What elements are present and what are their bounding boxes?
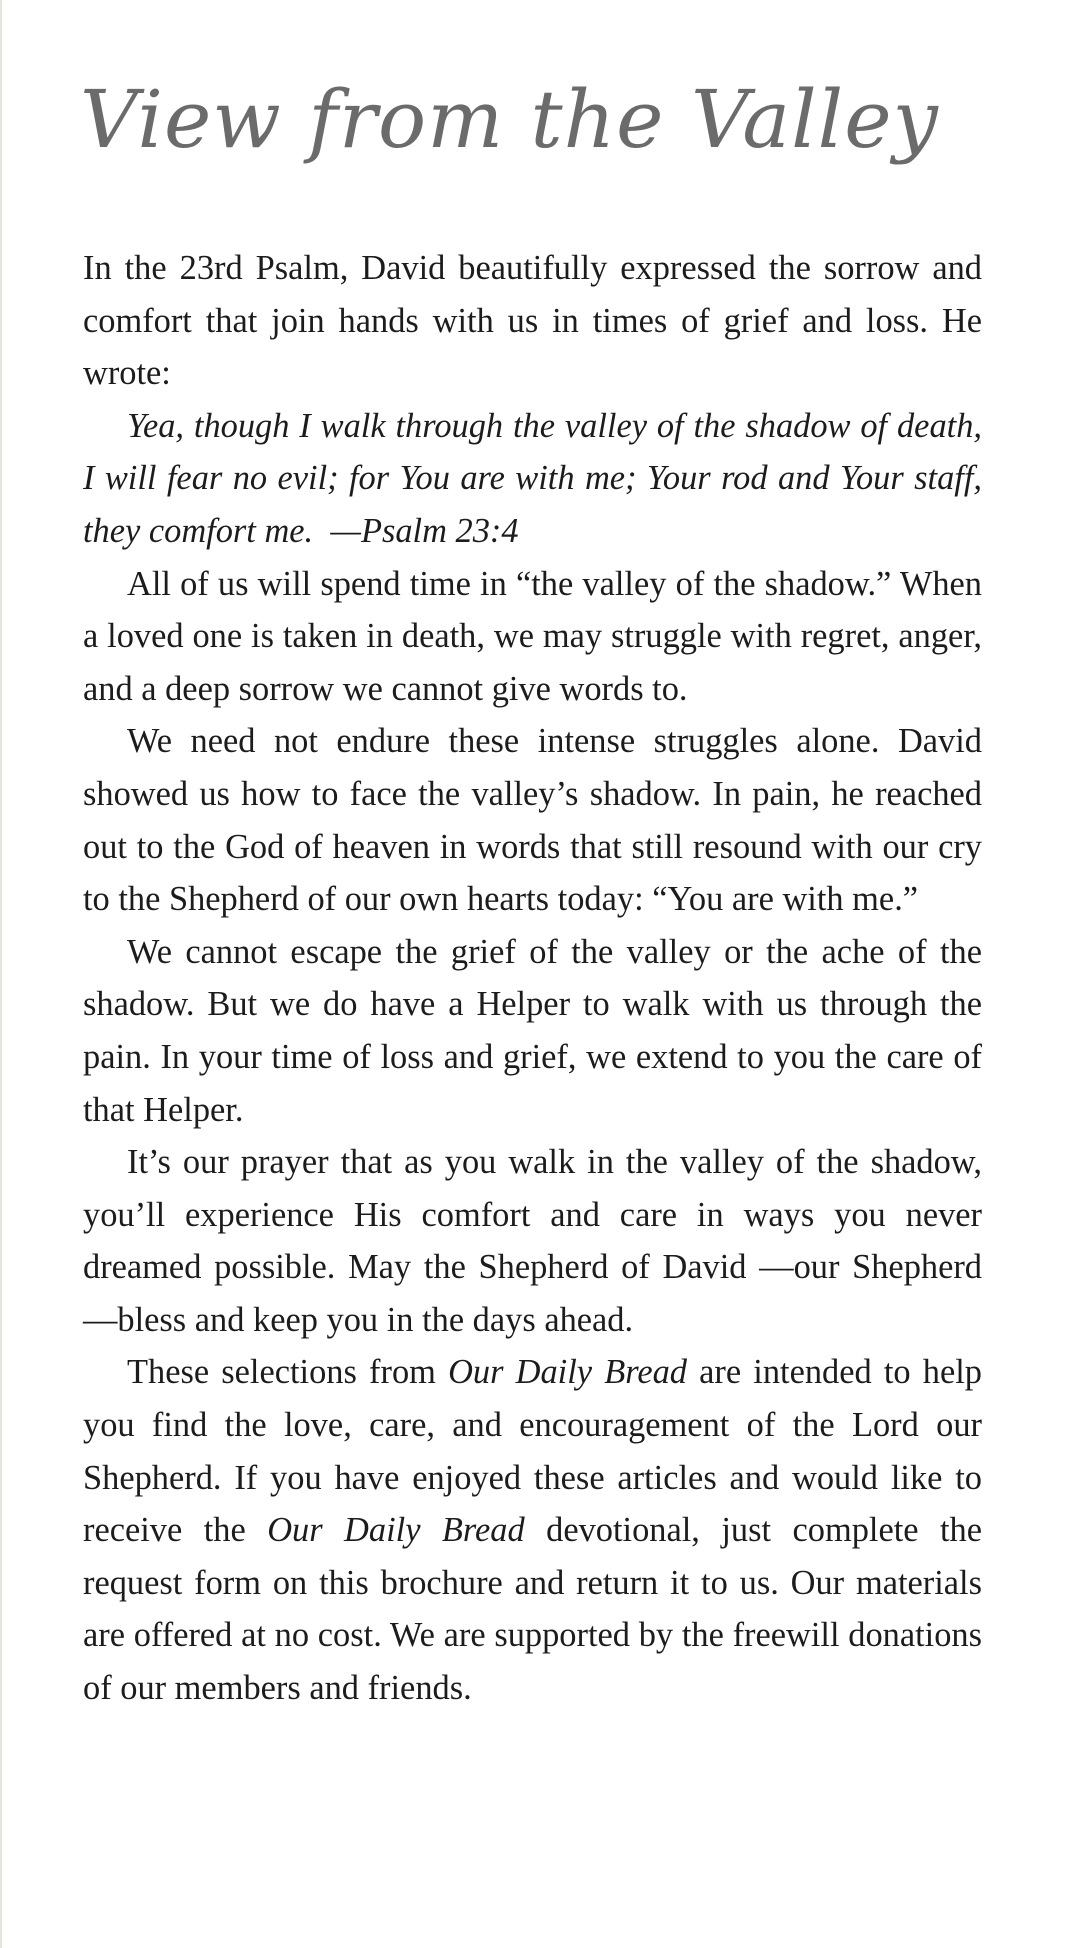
body-text <box>83 242 982 1715</box>
paragraph-prayer: It’s our prayer that as you walk in the valley of the shadow, you’ll experience His comfort and care in ways you never dreamed possible. May the Shepherd of David —our Shepherd—bless and keep you in the days ahead. <box>83 1143 982 1339</box>
scripture-reference: —Psalm 23:4 <box>330 511 519 550</box>
closing-text-2: are intended to help you find the love, care, and encouragement of the Lord our Shepherd. If you have enjoyed these articles and would like to receive the <box>83 1353 982 1550</box>
publication-title-2: Our Daily Bread <box>267 1511 525 1550</box>
closing-text-3: devotional, just complete the request form on this brochure and return it to us. Our materials are offered at no cost. We are supported by the freewill donations of our members and friends. <box>83 1511 982 1708</box>
closing-paragraph <box>83 1346 982 1714</box>
paragraph-struggles: We need not endure these intense struggles alone. David showed us how to face the valley’s shadow. In pain, he reached out to the God of heaven in words that still resound with our cry to the Shepherd of our own hearts today: “You are with me.” <box>83 722 982 919</box>
paragraph-valley: All of us will spend time in “the valley of the shadow.” When a loved one is taken in death, we may struggle with regret, anger, and a deep sorrow we cannot give words to. <box>83 564 982 708</box>
scripture-quote <box>83 400 982 558</box>
page-title: View from the Valley <box>80 73 939 166</box>
intro-paragraph: In the 23rd Psalm, David beautifully expressed the sorrow and comfort that join hands with us in times of grief and loss. He wrote: <box>83 249 982 393</box>
scripture-quote-text: Yea, though I walk through the valley of the shadow of death, I will fear no evil; for You are with me; Your rod and Your staff, they comfort me. <box>83 406 982 550</box>
paragraph-helper: We cannot escape the grief of the valley or the ache of the shadow. But we do have a Helper to walk with us through the pain. In your time of loss and grief, we extend to you the care of that Helper. <box>83 932 982 1129</box>
closing-text-1: These selections from <box>127 1353 449 1392</box>
publication-title-1: Our Daily Bread <box>448 1353 687 1392</box>
